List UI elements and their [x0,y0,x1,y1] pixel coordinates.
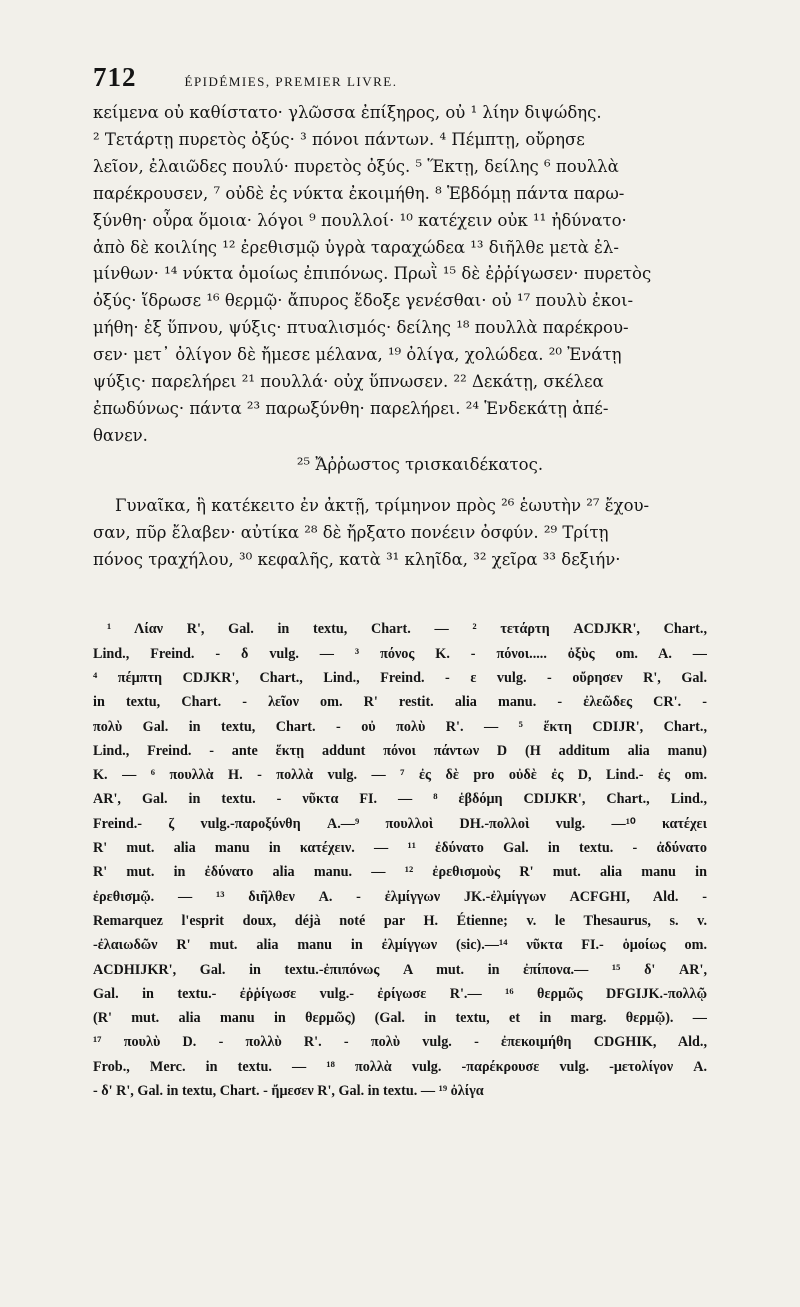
footnote-line: -ἐλαιωδῶν R' mut. alia manu in ἐλμίγγων (sic).—¹⁴ νῦκτα FI.- ὁμοίως om. [93,937,707,954]
footnote-line: ¹⁷ πουλὺ D. - πολλὺ R'. - πολὺ vulg. - ἐπεκοιμήθη CDGHIK, Ald., [93,1034,707,1051]
text-line: κείμενα οὐ καθίστατο· γλῶσσα ἐπίξηρος, οὐ ¹ λίην διψώδης. [93,103,602,122]
footnote-line: Remarquez l'esprit doux, déjà noté par H. Étienne; v. le Thesaurus, s. v. [93,912,707,929]
footnote-line: ACDHIJKR', Gal. in textu.-ἐπιπόνως A mut. in ἐπίπονα.— ¹⁵ δ' AR', [93,961,707,978]
footnote-line: Frob., Merc. in textu. — ¹⁸ πολλὰ vulg. -παρέκρουσε vulg. -μετολίγον A. [93,1058,707,1075]
footnote-line: AR', Gal. in textu. - νῦκτα FI. — ⁸ ἑβδόμη CDIJKR', Chart., Lind., [93,791,707,808]
footnote-line: Lind., Freind. - ante ἕκτῃ addunt πόνοι πάντων D (H additum alia manu) [93,742,707,759]
footnote-line: Gal. in textu.- ἐῤῥίγωσε vulg.- ἐρίγωσε R'.— ¹⁶ θερμῶς DFGIJK.-πολλῷ [93,985,707,1002]
footnotes [93,617,707,1103]
footnote-line: R' mut. alia manu in κατέχειν. — ¹¹ ἐδύνατο Gal. in textu. - ἀδύνατο [93,840,707,857]
footnote-line: ¹ Λίαν R', Gal. in textu, Chart. — ² τετάρτη ACDJKR', Chart., [107,621,707,638]
running-head: ÉPIDÉMIES, PREMIER LIVRE. [184,74,398,89]
footnote-line: - δ' R', Gal. in textu, Chart. - ἤμεσεν R', Gal. in textu. — ¹⁹ ὀλίγα [93,1083,484,1100]
text-line: μήθη· ἐξ ὕπνου, ψύξις· πτυαλισμός· δείλης ¹⁸ πουλλὰ παρέκρου- [93,318,629,338]
text-line: μίνθων· ¹⁴ νύκτα ὁμοίως ἐπιπόνως. Πρωῒ ¹⁵ δὲ ἐῤῥίγωσεν· πυρετὸς [93,264,652,284]
text-line: παρέκρουσεν, ⁷ οὐδὲ ἐς νύκτα ἐκοιμήθη. ⁸ Ἑβδόμῃ πάντα παρω- [93,183,625,203]
main-text [93,100,707,573]
text-line: ὀξύς· ἵδρωσε ¹⁶ θερμῷ· ἄπυρος ἔδοξε γενέσθαι· οὐ ¹⁷ πουλὺ ἐκοι- [93,291,634,311]
section-title: ²⁵ Ἄῤῥωστος τρισκαιδέκατος. [296,454,544,474]
text-line: λεῖον, ἐλαιῶδες πουλύ· πυρετὸς ὀξύς. ⁵ Ἕκτῃ, δείλης ⁶ πουλλὰ [93,156,619,176]
footnote-line: ⁴ πέμπτη CDJKR', Chart., Lind., Freind. - ε vulg. - οὔρησεν R', Gal. [93,670,707,686]
text-line: ψύξις· παρελήρει ²¹ πουλλά· οὐχ ὕπνωσεν. ²² Δεκάτῃ, σκέλεα [93,372,604,392]
footnote-line: K. — ⁶ πουλλὰ H. - πολλὰ vulg. — ⁷ ἐς δὲ pro οὐδὲ ἐς D, Lind.- ἐς om. [93,767,707,784]
page-header [93,62,707,100]
page-number: 712 [93,62,137,92]
text-line: ξύνθη· οὖρα ὅμοια· λόγοι ⁹ πουλλοί· ¹⁰ κατέχειν οὐκ ¹¹ ἠδύνατο· [93,210,627,230]
text-line: σαν, πῦρ ἔλαβεν· αὐτίκα ²⁸ δὲ ἤρξατο πονέειν ὀσφύν. ²⁹ Τρίτῃ [93,522,609,542]
text-line: σεν· μετ᾽ ὀλίγον δὲ ἤμεσε μέλανα, ¹⁹ ὀλίγα, χολώδεα. ²⁰ Ἐνάτῃ [93,345,622,365]
footnote-line: R' mut. in ἐδύνατο alia manu. — ¹² ἐρεθισμοὺς R' mut. alia manu in [93,864,707,881]
footnote-line: ἐρεθισμῷ. — ¹³ διῆλθεν A. - ἐλμίγγων JK.-ἐλμίγγων ACFGHI, Ald. - [93,888,707,905]
greek-paragraph-1 [93,100,707,450]
text-line: θανεν. [93,425,148,445]
footnote-line: πολὺ Gal. in textu, Chart. - οὐ πολὺ R'. — ⁵ ἕκτη CDIJR', Chart., [93,718,707,735]
text-line: ² Τετάρτῃ πυρετὸς ὀξύς· ³ πόνοι πάντων. ⁴ Πέμπτῃ, οὔρησε [93,129,585,149]
text-line: πόνος τραχήλου, ³⁰ κεφαλῆς, κατὰ ³¹ κληῖδα, ³² χεῖρα ³³ δεξιήν· [93,549,621,569]
footnote-line: Lind., Freind. - δ vulg. — ³ πόνος K. - πόνοι..... ὀξὺς om. A. — [93,645,707,662]
footnote-line: Freind.- ζ vulg.-παροξύνθη A.—⁹ πουλλοὶ DH.-πολλοὶ vulg. —¹⁰ κατέχει [93,815,707,832]
text-line: ἐπωδύνως· πάντα ²³ παρωξύνθη· παρελήρει. ²⁴ Ἑνδεκάτῃ ἀπέ- [93,398,609,418]
footnote-line: (R' mut. alia manu in θερμῶς) (Gal. in textu, et in marg. θερμῷ). — [93,1010,707,1027]
footnote-line: in textu, Chart. - λεῖον om. R' restit. alia manu. - ἐλεῶδες CR'. - [93,694,707,711]
text-line: Γυναῖκα, ἣ κατέκειτο ἐν ἀκτῇ, τρίμηνον πρὸς ²⁶ ἑωυτὴν ²⁷ ἔχου- [115,495,650,515]
greek-paragraph-2 [93,493,707,574]
text-line: ἀπὸ δὲ κοιλίης ¹² ἐρεθισμῷ ὑγρὰ ταραχώδεα ¹³ διῆλθε μετὰ ἐλ- [93,237,619,257]
